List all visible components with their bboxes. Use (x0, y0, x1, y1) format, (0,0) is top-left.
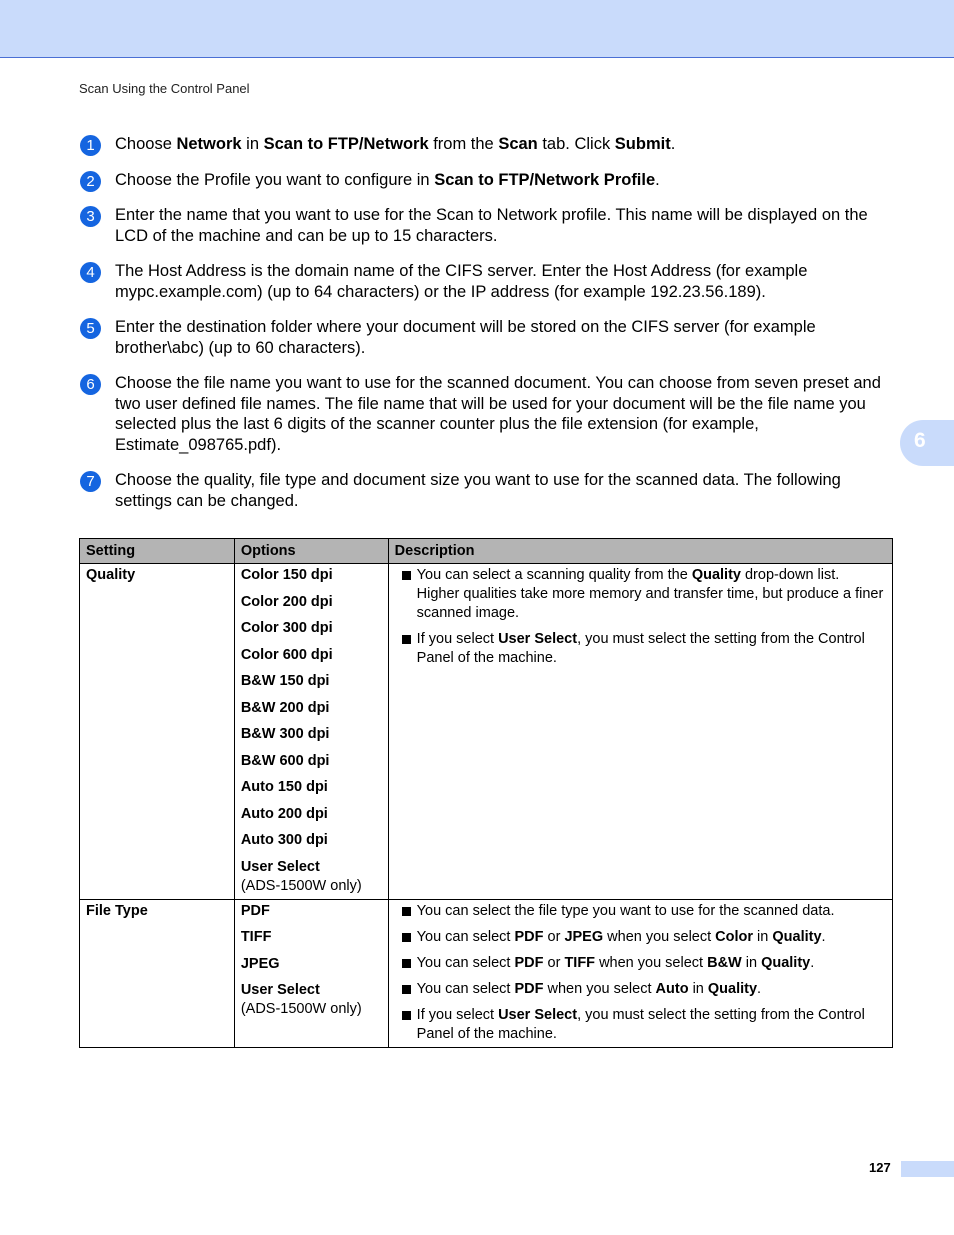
step-number-badge: 5 (80, 318, 101, 339)
text-run: Choose the Profile you want to configure in (115, 170, 435, 189)
option-label: Auto 300 dpi (240, 832, 328, 848)
text-run: from the (428, 135, 499, 153)
bold-term: Submit (614, 135, 671, 153)
text-run: or (543, 928, 565, 945)
option-item (241, 928, 382, 947)
square-bullet-icon (402, 907, 411, 916)
options-cell (234, 564, 388, 900)
option-item (241, 646, 382, 665)
description-bullet (395, 566, 886, 623)
text-run: . (821, 928, 826, 945)
step-number-badge: 1 (80, 135, 101, 156)
option-item (241, 672, 382, 691)
text-run: If you select (416, 1006, 499, 1023)
option-label: User Select (240, 858, 320, 875)
chapter-number: 6 (914, 429, 926, 452)
description-bullet (395, 630, 886, 668)
step-text (115, 374, 881, 454)
step-number-badge: 4 (80, 262, 101, 283)
header-setting: Setting (80, 539, 235, 564)
bold-term: B&W (707, 954, 742, 971)
option-item (241, 858, 382, 896)
bold-term: Auto (655, 980, 689, 997)
option-item (241, 593, 382, 612)
bold-term: Quality (691, 567, 741, 583)
bold-term: Network (176, 135, 242, 153)
setting-name: File Type (86, 902, 148, 919)
option-note: (ADS-1500W only) (240, 1001, 362, 1017)
top-header-band (0, 0, 954, 58)
text-run: . (655, 170, 660, 189)
text-run: , you must select the setting from the Control Panel of the machine. (416, 1006, 865, 1042)
bold-term: Quality (707, 980, 758, 997)
option-label: B&W 300 dpi (240, 726, 330, 742)
option-item (241, 778, 382, 797)
option-item (241, 805, 382, 824)
square-bullet-icon (402, 571, 411, 580)
square-bullet-icon (402, 635, 411, 644)
text-run: or (543, 954, 565, 971)
step-number-badge: 3 (80, 206, 101, 227)
option-label: Color 150 dpi (240, 567, 333, 583)
text-run: in (753, 928, 773, 945)
text-run: The Host Address is the domain name of the CIFS server. Enter the Host Address (for example mypc.example.com) (up to 64 characters) or the IP address (for example 192.23.56.189). (115, 262, 808, 301)
options-cell (234, 899, 388, 1047)
square-bullet-icon (402, 959, 411, 968)
option-item (241, 831, 382, 850)
bold-term: Scan (498, 135, 538, 153)
step-text (115, 471, 841, 510)
text-run: Choose the file name you want to use for the scanned document. You can choose from seven preset and two user defined file names. The file name that will be used for your document will be the file name you selected plus the last 6 digits of the scanner counter plus the file extension (for example, Estimate_098765.pdf). (115, 374, 881, 454)
step-text (115, 318, 816, 357)
option-item (241, 619, 382, 638)
option-label: B&W 150 dpi (240, 673, 330, 689)
text-run: when you select (543, 980, 656, 997)
step-item (79, 470, 899, 511)
bold-term: PDF (514, 980, 544, 997)
option-item (241, 981, 382, 1019)
text-run: in (741, 954, 762, 971)
step-text (115, 206, 868, 245)
option-item (241, 902, 382, 921)
page-number: 127 (869, 1160, 891, 1175)
header-options: Options (234, 539, 388, 564)
bold-term: User Select (498, 631, 578, 647)
bold-term: JPEG (564, 928, 604, 945)
bold-term: TIFF (564, 954, 596, 971)
setting-cell (80, 564, 235, 900)
text-run: You can select a scanning quality from the (416, 567, 692, 583)
bold-term: Color (715, 928, 754, 945)
option-item (241, 566, 382, 585)
text-run: Choose (115, 135, 177, 153)
text-run: , you must select the setting from the Control Panel of the machine. (416, 631, 865, 666)
option-label: Auto 200 dpi (240, 805, 328, 822)
description-bullet (395, 928, 886, 947)
option-label: PDF (240, 902, 270, 919)
option-label: Auto 150 dpi (240, 779, 328, 795)
option-item (241, 752, 382, 771)
description-bullet (395, 902, 886, 921)
text-run: . (810, 954, 815, 971)
option-label: TIFF (240, 929, 272, 945)
text-run: when you select (595, 954, 708, 971)
step-number-badge: 6 (80, 374, 101, 395)
step-text (115, 262, 807, 301)
step-number-badge: 7 (80, 471, 101, 492)
instruction-steps (79, 134, 899, 526)
table-row (80, 564, 893, 900)
bold-term: User Select (498, 1006, 578, 1023)
step-item (79, 317, 899, 358)
step-item (79, 373, 899, 455)
option-label: Color 600 dpi (240, 646, 333, 663)
description-cell (388, 564, 892, 900)
bold-term: Quality (761, 954, 811, 971)
text-run: You can select (416, 928, 515, 945)
text-run: You can select the file type you want to use for the scanned data. (416, 902, 835, 919)
step-text (115, 171, 660, 189)
text-run: . (757, 980, 762, 997)
description-cell (388, 899, 892, 1047)
table-row (80, 899, 893, 1047)
option-item (241, 725, 382, 744)
text-run: . (670, 135, 676, 153)
text-run: tab. Click (537, 135, 615, 153)
description-bullet (395, 954, 886, 973)
option-label: B&W 600 dpi (240, 752, 330, 769)
option-note: (ADS-1500W only) (240, 877, 362, 894)
bold-term: Scan to FTP/Network (263, 135, 429, 153)
text-run: in (688, 980, 708, 997)
square-bullet-icon (402, 1011, 411, 1020)
setting-cell (80, 899, 235, 1047)
bold-term: Quality (772, 928, 822, 945)
description-bullet (395, 980, 886, 999)
step-text (115, 135, 675, 153)
option-label: User Select (240, 982, 320, 998)
square-bullet-icon (402, 933, 411, 942)
option-item (241, 955, 382, 974)
step-item (79, 170, 899, 191)
header-description: Description (388, 539, 892, 564)
option-label: JPEG (240, 955, 280, 972)
text-run: Choose the quality, file type and document size you want to use for the scanned data. The following settings can be changed. (115, 471, 841, 510)
option-item (241, 699, 382, 718)
bold-term: PDF (514, 928, 544, 945)
description-bullet (395, 1006, 886, 1044)
settings-table (79, 538, 893, 1048)
running-header: Scan Using the Control Panel (79, 81, 250, 96)
text-run: when you select (603, 928, 716, 945)
footer-band (901, 1161, 954, 1177)
text-run: Enter the destination folder where your document will be stored on the CIFS server (for example brother\abc) (up to 60 characters). (115, 318, 816, 357)
chapter-tab (900, 420, 954, 466)
option-label: B&W 200 dpi (240, 699, 330, 716)
bold-term: PDF (514, 954, 544, 971)
text-run: in (241, 135, 264, 153)
option-label: Color 300 dpi (240, 620, 333, 636)
step-number-badge: 2 (80, 171, 101, 192)
step-item (79, 205, 899, 246)
bold-term: Scan to FTP/Network Profile (434, 170, 656, 189)
step-item (79, 261, 899, 302)
step-item (79, 134, 899, 155)
setting-name: Quality (86, 567, 136, 583)
text-run: If you select (416, 631, 499, 647)
text-run: drop-down list. Higher qualities take more memory and transfer time, but produce a finer scanned image. (416, 567, 884, 621)
text-run: Enter the name that you want to use for the Scan to Network profile. This name will be displayed on the LCD of the machine and can be up to 15 characters. (115, 206, 868, 245)
text-run: You can select (416, 954, 515, 971)
square-bullet-icon (402, 985, 411, 994)
option-label: Color 200 dpi (240, 593, 333, 610)
table-header-row (80, 539, 893, 564)
text-run: You can select (416, 980, 515, 997)
